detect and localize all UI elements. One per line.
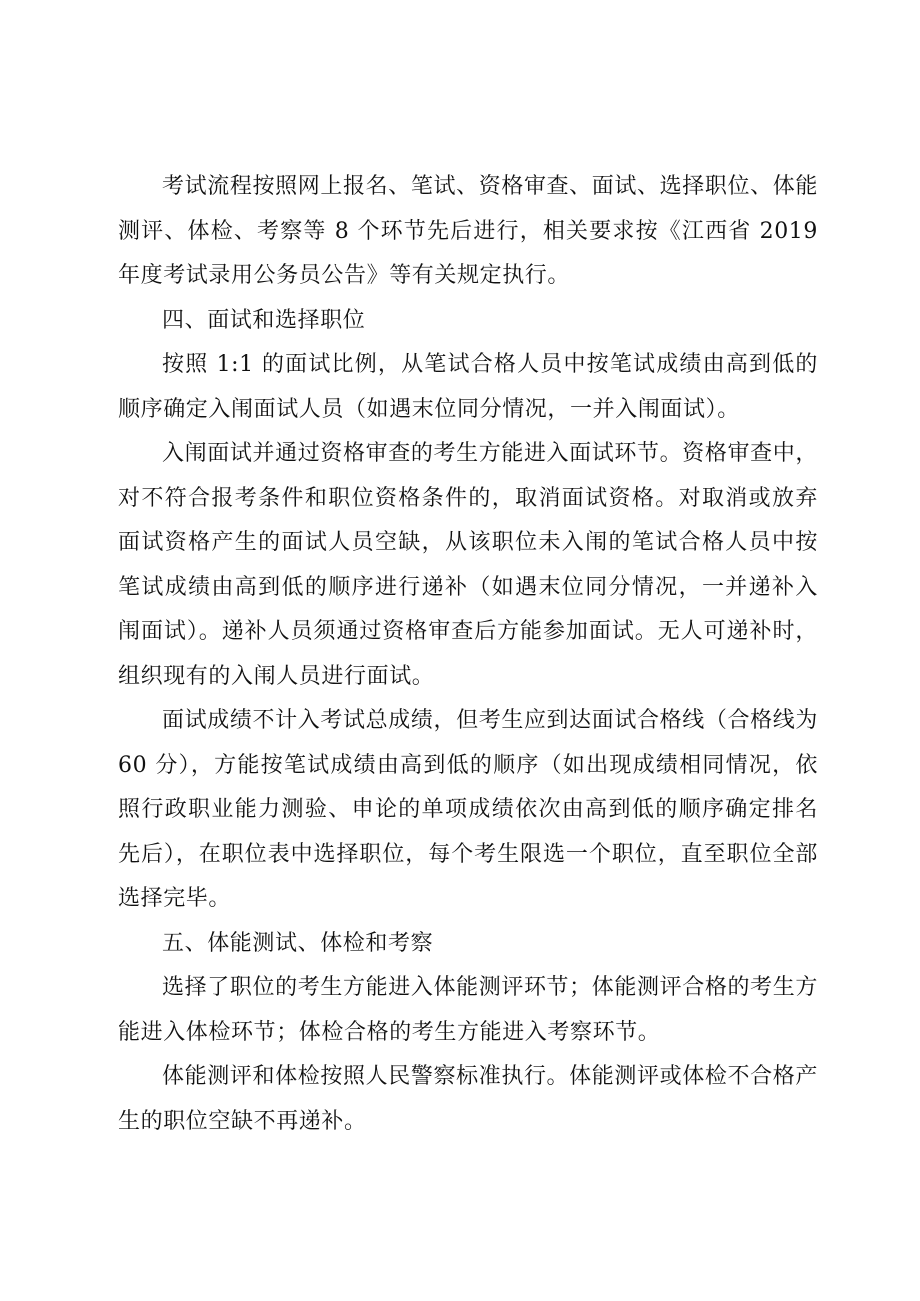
paragraph-interview-score: 面试成绩不计入考试总成绩，但考生应到达面试合格线（合格线为 60 分），方能按笔试成绩由高到低的顺序（如出现成绩相同情况，依照行政职业能力测验、申论的单项成绩依次由高到低的顺序确定排名先后），在职位表中选择职位，每个考生限选一个职位，直至职位全部选择完毕。 [118, 708, 818, 911]
document-body [118, 165, 818, 1144]
paragraph-exam-process: 考试流程按照网上报名、笔试、资格审查、面试、选择职位、体能测评、体检、考察等 8 个环节先后进行，相关要求按《江西省 2019 年度考试录用公务员公告》等有关规定执行。 [118, 174, 818, 288]
section-heading-interview: 四、面试和选择职位 [162, 307, 366, 333]
paragraph-police-standard: 体能测评和体检按照人民警察标准执行。体能测评或体检不合格产生的职位空缺不再递补。 [118, 1064, 818, 1134]
paragraph-qualification-review: 入闱面试并通过资格审查的考生方能进入面试环节。资格审查中，对不符合报考条件和职位资格条件的，取消面试资格。对取消或放弃面试资格产生的面试人员空缺，从该职位未入闱的笔试合格人员中按笔试成绩由高到低的顺序进行递补（如遇末位同分情况，一并递补入闱面试）。递补人员须通过资格审查后方能参加面试。无人可递补时，组织现有的入闱人员进行面试。 [118, 441, 818, 689]
paragraph-physical-process: 选择了职位的考生方能进入体能测评环节；体能测评合格的考生方能进入体检环节；体检合格的考生方能进入考察环节。 [118, 975, 818, 1045]
paragraph-interview-ratio: 按照 1:1 的面试比例，从笔试合格人员中按笔试成绩由高到低的顺序确定入闱面试人员（如遇末位同分情况，一并入闱面试）。 [118, 352, 818, 422]
section-heading-physical-test: 五、体能测试、体检和考察 [162, 930, 434, 956]
